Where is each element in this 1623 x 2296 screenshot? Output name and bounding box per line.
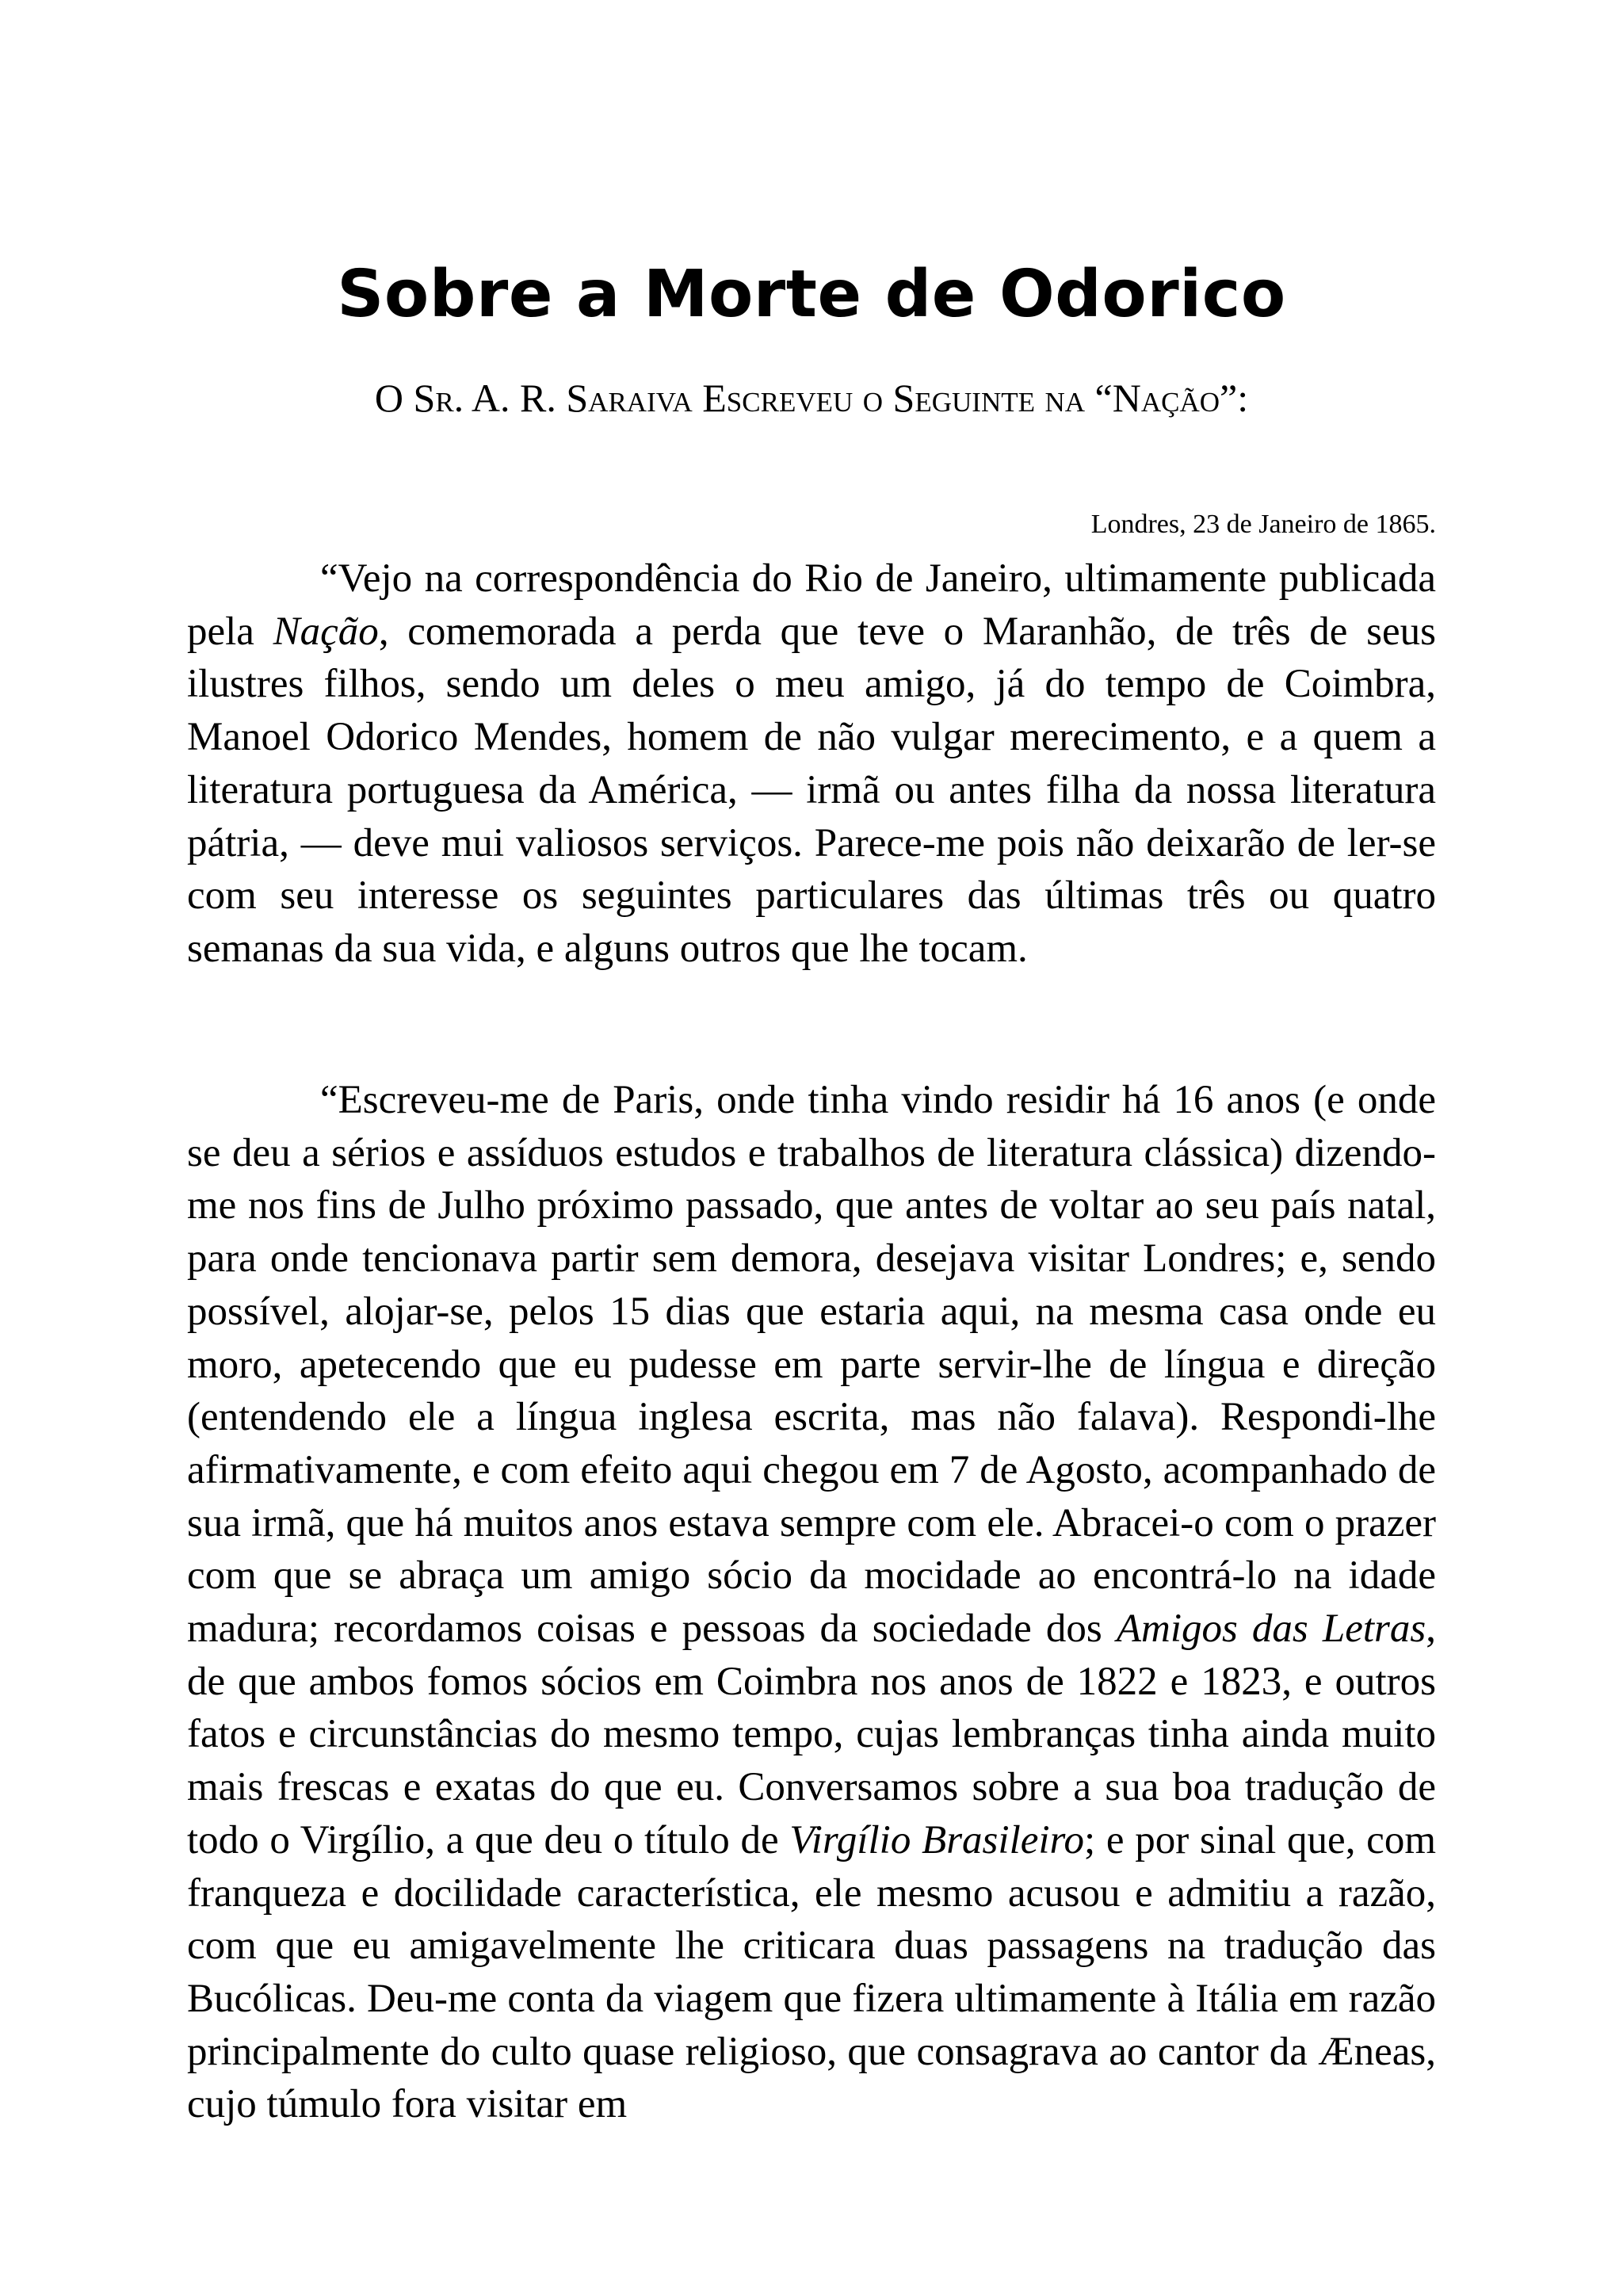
page-subtitle: O Sr. A. R. Saraiva Escreveu o Seguinte na “Nação”: <box>374 376 1249 420</box>
paragraph-1 <box>187 552 1436 976</box>
paragraph-2-segment-1: “Escreveu-me de Paris, onde tinha vindo residir há 16 anos (e onde se deu a sérios e assíduos estudos e trabalhos de literatura clássica) dizendo-me nos fins de Julho próximo passado, que antes de voltar ao seu país natal, para onde tencionava partir sem demora, desejava visitar Londres; e, sendo possível, alojar-se, pelos 15 dias que estaria aqui, na mesma casa onde eu moro, apetecendo que eu pudesse em parte servir-lhe de língua e direção (entendendo ele a língua inglesa escrita, mas não falava). Respondi-lhe afirmativamente, e com efeito aqui chegou em 7 de Agosto, acompanhado de sua irmã, que há muitos anos estava sempre com ele. Abracei-o com o prazer com que se abraça um amigo sócio da mocidade ao encontrá-lo na idade madura; recordamos coisas e pessoas da sociedade dos <box>187 1078 1436 1652</box>
page-title: Sobre a Morte de Odorico <box>337 257 1286 332</box>
paragraph-1-segment-3: , comemorada a perda que teve o Maranhão, de três de seus ilustres filhos, sendo um deles o meu amigo, já do tempo de Coimbra, Manoel Odorico Mendes, homem de não vulgar merecimento, e a quem a literatura portuguesa da América, — irmã ou antes filha da nossa literatura pátria, — deve mui valiosos serviços. Parece-me pois não deixarão de ler-se com seu interesse os seguintes particulares das últimas três ou quatro semanas da sua vida, e alguns outros que lhe tocam. <box>187 609 1436 971</box>
paragraph-2-segment-3: , de que ambos fomos sócios em Coimbra nos anos de 1822 e 1823, e outros fatos e circunstâncias do mesmo tempo, cujas lembranças tinha ainda muito mais frescas e exatas do que eu. Conversamos sobre a sua boa tradução de todo o Virgílio, a que deu o título de <box>187 1606 1436 1862</box>
dateline: Londres, 23 de Janeiro de 1865. <box>1090 510 1436 539</box>
paragraph-2-segment-2-italic: Amigos das Letras <box>1116 1606 1426 1652</box>
paragraph-1-segment-1: “Vejo na correspondência do Rio de Janeiro, ultimamente publicada pela <box>187 556 1436 654</box>
paragraph-2 <box>187 1074 1436 2131</box>
paragraph-1-segment-2-italic: Nação <box>273 609 379 654</box>
paragraph-2-segment-5: ; e por sinal que, com franqueza e docilidade característica, ele mesmo acusou e admitiu a razão, com que eu amigavelmente lhe criticara duas passagens na tradução das Bucólicas. Deu-me conta da viagem que fizera ultimamente à Itália em razão principalmente do culto quase religioso, que consagrava ao cantor da Æneas, cujo túmulo fora visitar em <box>187 1817 1436 2127</box>
paragraph-2-segment-4-italic: Virgílio Brasileiro <box>789 1817 1085 1862</box>
